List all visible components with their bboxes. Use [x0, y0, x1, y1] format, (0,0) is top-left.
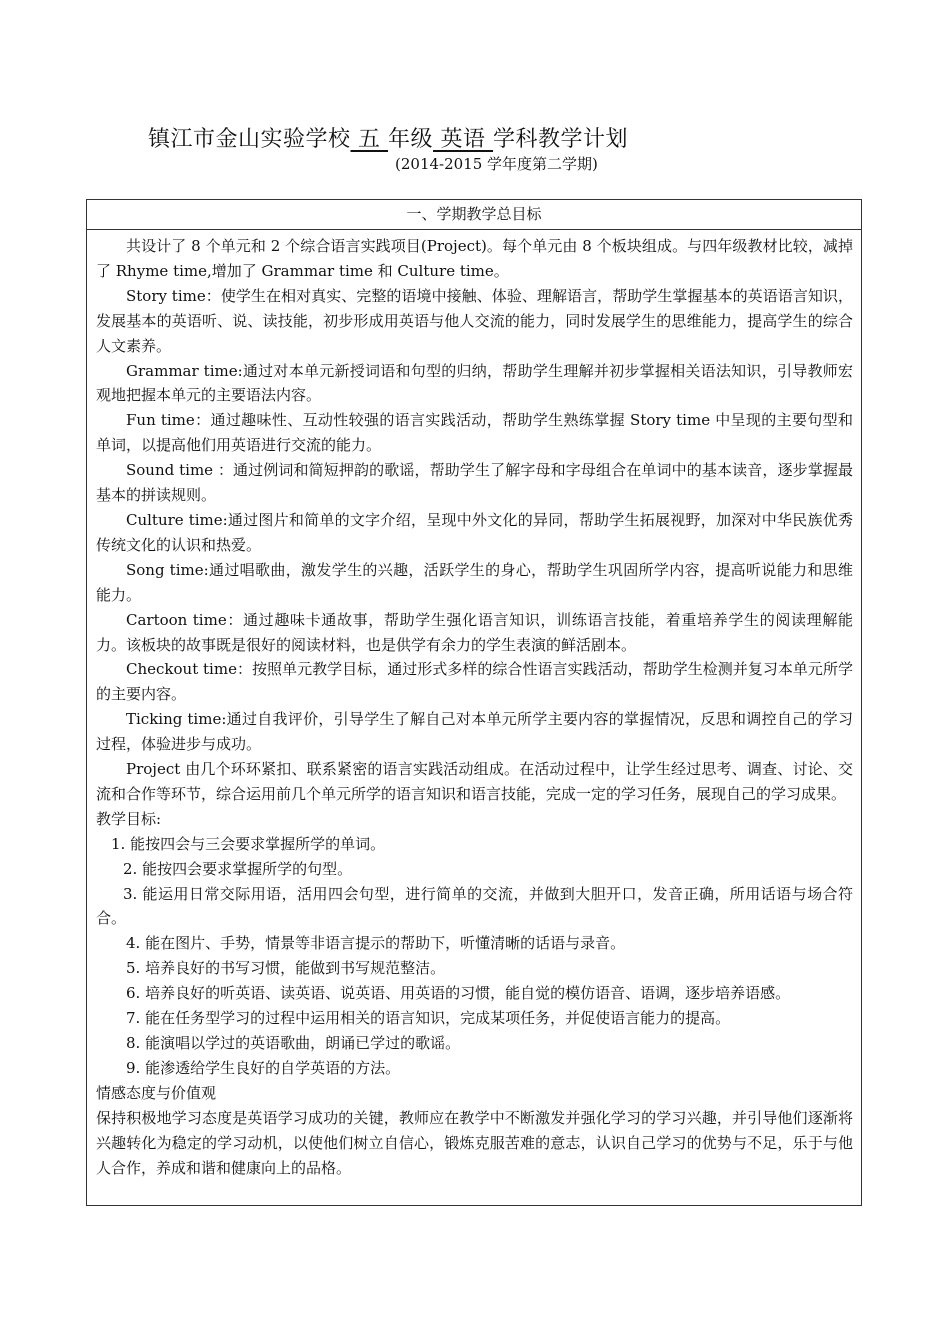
document-title — [148, 122, 628, 153]
grade-suffix: 年级 — [388, 127, 434, 152]
goal-item: 7. 能在任务型学习的过程中运用相关的语言知识，完成某项任务，并促使语言能力的提高。 — [126, 1009, 731, 1028]
values-paragraph: 保持积极地学习态度是英语学习成功的关键，教师应在教学中不断激发并强化学习的学习兴趣，并引导他们逐渐将兴趣转化为稳定的学习动机，以使他们树立自信心，锻炼克服苦难的意志，认识自己学习的优势与不足，乐于与他人合作，养成和谐和健康向上的品格。 — [96, 1108, 853, 1177]
goal-item: 1. 能按四会与三会要求掌握所学的单词。 — [111, 834, 386, 853]
project-paragraph: Project 由几个环环紧扣、联系紧密的语言实践活动组成。在活动过程中，让学生经过思考、调查、讨论、交流和合作等环节，综合运用前几个单元所学的语言知识和语言技能，完成一定的学习任务，展现自己的学习成果。 — [96, 760, 853, 803]
title-suffix: 学科教学计划 — [493, 127, 629, 152]
goal-item: 8. 能演唱以学过的英语歌曲，朗诵已学过的歌谣。 — [126, 1034, 461, 1052]
plan-table — [86, 199, 862, 1206]
song-time-paragraph: Song time:通过唱歌曲，激发学生的兴趣，活跃学生的身心，帮助学生巩固所学内容，提高听说能力和思维能力。 — [96, 560, 853, 604]
grammar-time-paragraph: Grammar time:通过对本单元新授词语和句型的归纳，帮助学生理解并初步掌握相关语法知识，引导教师宏观地把握本单元的主要语法内容。 — [96, 361, 853, 405]
story-time-paragraph: Story time：使学生在相对真实、完整的语境中接触、体验、理解语言，帮助学生掌握基本的英语语言知识，发展基本的英语听、说、读技能，初步形成用英语与他人交流的能力，同时发展学生的思维能力，提高学生的综合人文素养。 — [96, 286, 853, 355]
values-heading: 情感态度与价值观 — [96, 1083, 217, 1102]
goal-item: 5. 培养良好的书写习惯，能做到书写规范整洁。 — [126, 959, 446, 978]
subject-fill: 英语 — [433, 127, 494, 152]
checkout-time-paragraph: Checkout time：按照单元教学目标，通过形式多样的综合性语言实践活动，帮助学生检测并复习本单元所学的主要内容。 — [96, 660, 853, 704]
goal-item: 3. 能运用日常交际用语，活用四会句型，进行简单的交流，并做到大胆开口，发音正确，所用话语与场合符合。 — [96, 884, 853, 928]
grade-fill: 五 — [350, 127, 389, 152]
goals-heading: 教学目标: — [96, 809, 162, 828]
culture-time-paragraph: Culture time:通过图片和简单的文字介绍，呈现中外文化的异同，帮助学生拓展视野，加深对中华民族优秀传统文化的认识和热爱。 — [96, 510, 853, 554]
section-body — [87, 230, 861, 1180]
goal-item: 9. 能渗透给学生良好的自学英语的方法。 — [126, 1058, 401, 1077]
section-heading: 一、学期教学总目标 — [87, 200, 861, 230]
goal-item: 4. 能在图片、手势，情景等非语言提示的帮助下，听懂清晰的话语与录音。 — [126, 934, 626, 953]
overview-paragraph: 共设计了 8 个单元和 2 个综合语言实践项目(Project)。每个单元由 8 个板块组成。与四年级教材比较，减掉了 Rhyme time,增加了 Grammar time 和 Culture time。 — [96, 237, 853, 280]
title-prefix: 镇江市金山实验学校 — [148, 127, 351, 152]
cartoon-time-paragraph: Cartoon time：通过趣味卡通故事，帮助学生强化语言知识，训练语言技能，着重培养学生的阅读理解能力。该板块的故事既是很好的阅读材料，也是供学有余力的学生表演的鲜活剧本。 — [96, 610, 853, 654]
ticking-time-paragraph: Ticking time:通过自我评价，引导学生了解自己对本单元所学主要内容的掌握情况，反思和调控自己的学习过程，体验进步与成功。 — [96, 710, 853, 754]
goal-item: 6. 培养良好的听英语、读英语、说英语、用英语的习惯，能自觉的模仿语音、语调，逐步培养语感。 — [126, 984, 791, 1003]
document-subtitle: (2014-2015 学年度第二学期) — [395, 155, 598, 173]
goal-item: 2. 能按四会要求掌握所学的句型。 — [123, 859, 353, 878]
fun-time-paragraph: Fun time：通过趣味性、互动性较强的语言实践活动，帮助学生熟练掌握 Story time 中呈现的主要句型和单词，以提高他们用英语进行交流的能力。 — [96, 411, 853, 455]
sound-time-paragraph: Sound time ：通过例词和简短押韵的歌谣，帮助学生了解字母和字母组合在单词中的基本读音，逐步掌握最基本的拼读规则。 — [96, 461, 853, 505]
